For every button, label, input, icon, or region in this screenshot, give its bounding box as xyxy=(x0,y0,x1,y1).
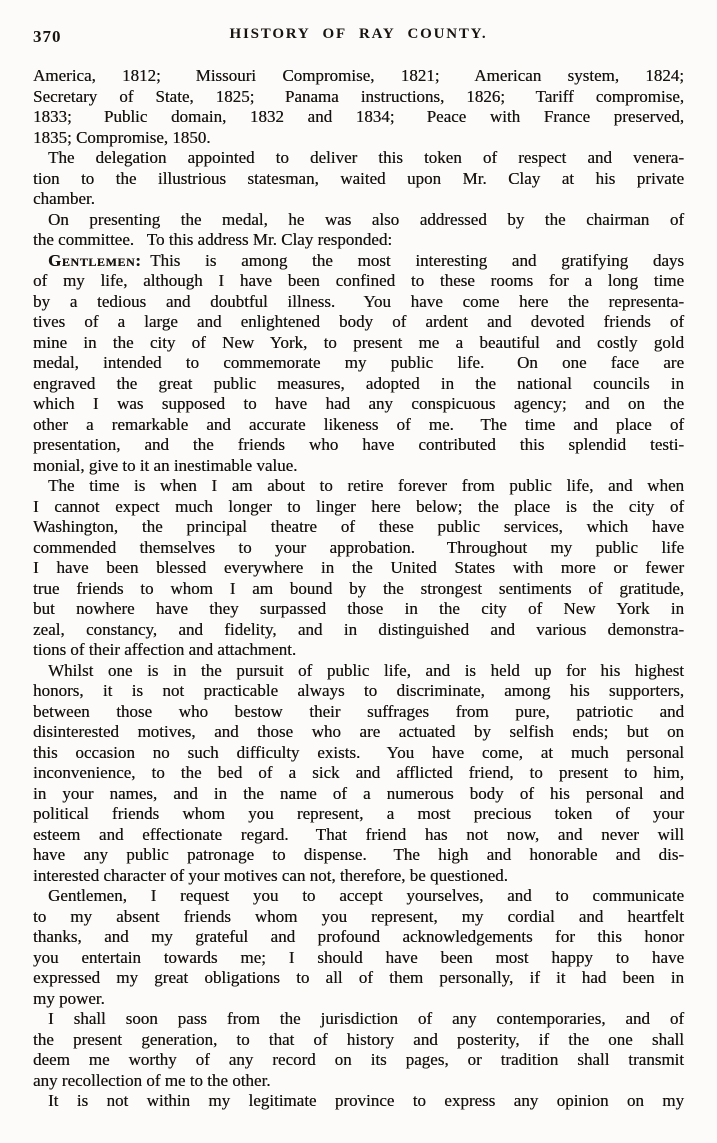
text-line: I shall soon pass from the jurisdiction of any contemporaries, and of xyxy=(48,1009,684,1028)
text-line: It is not within my legitimate province to express any opinion on my xyxy=(48,1091,684,1110)
text-line: The delegation appointed to deliver this token of respect and venera- xyxy=(48,148,684,167)
text-line: by a tedious and doubtful illness. You have come here the representa- xyxy=(33,291,684,311)
text-line: interested character of your motives can not, therefore, be questioned. xyxy=(33,865,508,885)
page-body xyxy=(33,66,684,1112)
text-line: this occasion no such difficulty exists. You have come, at much personal xyxy=(33,742,684,762)
text-line: have any public patronage to dispense. The high and honorable and dis- xyxy=(33,845,684,864)
paragraph xyxy=(33,66,684,148)
text-line: Gentlemen: This is among the most interesting and gratifying days xyxy=(48,250,684,270)
text-line: of my life, although I have been confined to these rooms for a long time xyxy=(33,271,684,290)
text-line: honors, it is not practicable always to discriminate, among his supporters, xyxy=(33,681,684,700)
text-line: presentation, and the friends who have contributed this splendid testi- xyxy=(33,435,684,454)
paragraph xyxy=(33,476,684,661)
text-line: Whilst one is in the pursuit of public life, and is held up for his highest xyxy=(48,660,684,680)
running-header: HISTORY OF RAY COUNTY. xyxy=(229,26,488,42)
text-line: commended themselves to your approbation. Throughout my public life xyxy=(33,537,684,557)
paragraph xyxy=(33,661,684,887)
text-line: Washington, the principal theatre of these public services, which have xyxy=(33,517,684,536)
text-line: thanks, and my grateful and profound acknowledgements for this honor xyxy=(33,927,684,946)
paragraph xyxy=(33,1091,684,1112)
text-line: disinterested motives, and those who are actuated by selfish ends; but on xyxy=(33,722,684,741)
text-line: the present generation, to that of history and posterity, if the one shall xyxy=(33,1029,684,1049)
paragraph xyxy=(33,1009,684,1091)
smallcaps-lead: Gentlemen: xyxy=(48,250,142,270)
paragraph xyxy=(33,886,684,1009)
text-line: other a remarkable and accurate likeness of me. The time and place of xyxy=(33,414,684,434)
text-line: tion to the illustrious statesman, waited upon Mr. Clay at his private xyxy=(33,168,684,188)
text-line: any recollection of me to the other. xyxy=(33,1070,271,1090)
text-line: 1833; Public domain, 1832 and 1834; Peace with France preserved, xyxy=(33,107,684,126)
text-line: I cannot expect much longer to linger here below; the place is the city of xyxy=(33,496,684,516)
text-line: chamber. xyxy=(33,189,95,208)
text-line: which I was supposed to have had any conspicuous agency; and on the xyxy=(33,394,684,413)
paragraph xyxy=(33,148,684,210)
text-line: I have been blessed everywhere in the United States with more or fewer xyxy=(33,558,684,577)
text-line: but nowhere have they surpassed those in the city of New York in xyxy=(33,599,684,618)
text-line: deem me worthy of any record on its pages, or tradition shall transmit xyxy=(33,1050,684,1069)
text-line: medal, intended to commemorate my public life. On one face are xyxy=(33,353,684,372)
text-line: 1835; Compromise, 1850. xyxy=(33,127,211,147)
text-line: engraved the great public measures, adopted in the national councils in xyxy=(33,373,684,393)
text-line: true friends to whom I am bound by the strongest sentiments of gratitude, xyxy=(33,578,684,598)
text-line: between those who bestow their suffrages from pure, patriotic and xyxy=(33,701,684,721)
page-number: 370 xyxy=(33,27,62,46)
text-line: inconvenience, to the bed of a sick and afflicted friend, to present to him, xyxy=(33,763,684,782)
text-line: monial, give to it an inestimable value. xyxy=(33,455,298,475)
text-line: America, 1812; Missouri Compromise, 1821; American system, 1824; xyxy=(33,66,684,85)
text-line: tions of their affection and attachment. xyxy=(33,640,297,659)
page-header xyxy=(33,26,684,46)
paragraph xyxy=(33,251,684,477)
text-line: my power. xyxy=(33,988,105,1008)
text-line: zeal, constancy, and fidelity, and in distinguished and various demonstra- xyxy=(33,619,684,639)
text-line: mine in the city of New York, to present me a beautiful and costly gold xyxy=(33,332,684,352)
text-line: The time is when I am about to retire forever from public life, and when xyxy=(48,476,684,495)
text-line: tives of a large and enlightened body of ardent and devoted friends of xyxy=(33,312,684,331)
text-line: expressed my great obligations to all of them personally, if it had been in xyxy=(33,968,684,987)
text-line: esteem and effectionate regard. That friend has not now, and never will xyxy=(33,824,684,844)
text-line: to my absent friends whom you represent, my cordial and heartfelt xyxy=(33,906,684,926)
text-line: you entertain towards me; I should have been most happy to have xyxy=(33,947,684,967)
text-line: in your names, and in the name of a numerous body of his personal and xyxy=(33,783,684,803)
text-line: the committee. To this address Mr. Clay responded: xyxy=(33,230,393,249)
text-line: Gentlemen, I request you to accept yourselves, and to communicate xyxy=(48,886,684,905)
text-line: Secretary of State, 1825; Panama instructions, 1826; Tariff compromise, xyxy=(33,86,684,106)
text-line: political friends whom you represent, a most precious token of your xyxy=(33,804,684,823)
paragraph xyxy=(33,210,684,251)
text-line: On presenting the medal, he was also addressed by the chairman of xyxy=(48,209,684,229)
